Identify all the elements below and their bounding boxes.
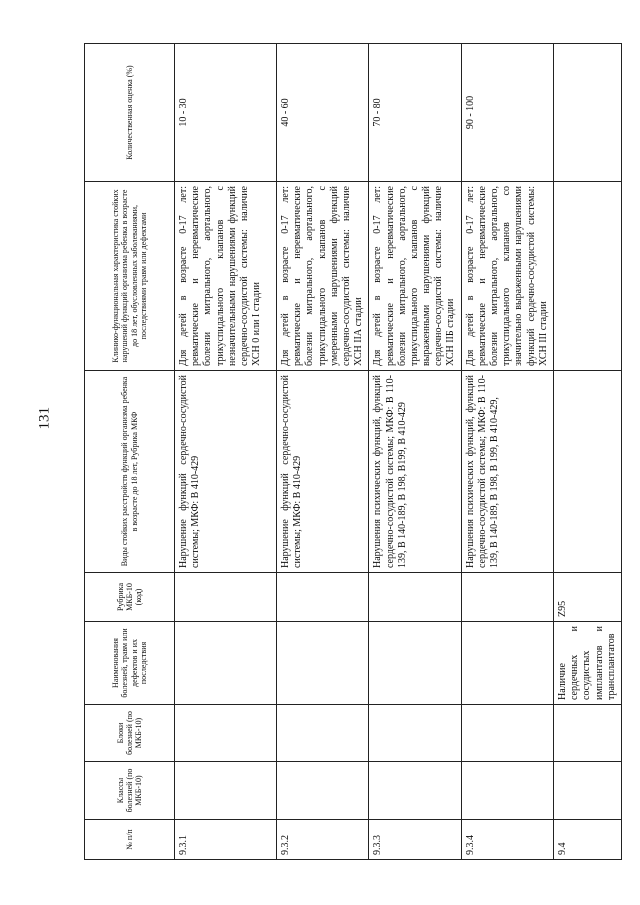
- row-rubric: [175, 573, 277, 622]
- row-classes: [277, 762, 369, 820]
- table-row: [461, 44, 553, 860]
- row-names: [175, 622, 277, 705]
- row-num: 9.3.3: [369, 820, 461, 860]
- rotated-table-container: [84, 44, 617, 860]
- header-types: Виды стойких расстройств функций организма ребенка в возрасте до 18 лет, Рубрика МКФ: [85, 371, 175, 573]
- row-blocks: [461, 705, 553, 762]
- table-row: [175, 44, 277, 860]
- row-clinical: [553, 182, 621, 371]
- row-types: Нарушения психических функций, функций сердечно-сосудистой системы; МКФ: В 110-139, В 140-189, В 198, В199, В 410-429: [369, 371, 461, 573]
- row-blocks: [175, 705, 277, 762]
- row-num: 9.3.1: [175, 820, 277, 860]
- header-num: № п/п: [85, 820, 175, 860]
- row-score: [553, 44, 621, 182]
- disability-criteria-table: [84, 43, 622, 860]
- header-clinical: Клинико-функциональная характеристика стойких нарушений функций организма ребенка в возрасте до 18 лет, обусловленных заболеваниями, последствиями травм или дефектами: [85, 182, 175, 371]
- row-classes: [369, 762, 461, 820]
- header-blocks: Блоки болезней (по МКБ-10): [85, 705, 175, 762]
- row-rubric: [277, 573, 369, 622]
- row-score: 90 - 100: [461, 44, 553, 182]
- row-blocks: [553, 705, 621, 762]
- table-row: [277, 44, 369, 860]
- table-row: [369, 44, 461, 860]
- row-score: 10 - 30: [175, 44, 277, 182]
- row-rubric: [461, 573, 553, 622]
- row-clinical: Для детей в возрасте 0-17 лет: ревматические и неревматические болезни митрального, аортального, трикуспидального клапанов с выраженными нарушениями функций сердечно-сосудистой системы: наличие ХСН IIБ стадии: [369, 182, 461, 371]
- table-row: [553, 44, 621, 860]
- row-types: Нарушение функций сердечно-сосудистой системы; МКФ: В 410-429: [175, 371, 277, 573]
- row-types: [553, 371, 621, 573]
- header-names: Наименования болезней, травм или дефектов и их последствия: [85, 622, 175, 705]
- row-names: [461, 622, 553, 705]
- row-types: Нарушения психических функций, функций сердечно-сосудистой системы; МКФ: В 110-139, В 140-189, В 198, В 199, В 410-429,: [461, 371, 553, 573]
- row-types: Нарушение функций сердечно-сосудистой системы; МКФ: В 410-429: [277, 371, 369, 573]
- row-classes: [461, 762, 553, 820]
- row-score: 40 - 60: [277, 44, 369, 182]
- row-blocks: [277, 705, 369, 762]
- row-clinical: Для детей в возрасте 0-17 лет: ревматические и неревматические болезни митрального, аортального, трикуспидального клапанов с незначительными нарушениями функций сердечно-сосудистой системы: наличие ХСН 0 или I стадии: [175, 182, 277, 371]
- row-clinical: Для детей в возрасте 0-17 лет: ревматические и неревматические болезни митрального, аортального, трикуспидального клапанов с умеренными нарушениями функций сердечно-сосудистой системы: наличие ХСН IIА стадии: [277, 182, 369, 371]
- row-score: 70 - 80: [369, 44, 461, 182]
- row-classes: [175, 762, 277, 820]
- row-classes: [553, 762, 621, 820]
- row-names: Наличие сердечных и сосудистых имплантатов и трансплантатов: [553, 622, 621, 705]
- header-score: Количественная оценка (%): [85, 44, 175, 182]
- row-rubric: [369, 573, 461, 622]
- row-num: 9.3.2: [277, 820, 369, 860]
- header-rubric: Рубрика МКБ-10 (код): [85, 573, 175, 622]
- row-names: [369, 622, 461, 705]
- row-num: 9.4: [553, 820, 621, 860]
- row-clinical: Для детей в возрасте 0-17 лет: ревматические и неревматические болезни митрального, аортального, трикуспидального клапанов со значительно выраженными нарушениями функций сердечно-сосудистой системы: ХСН III стадии: [461, 182, 553, 371]
- row-num: 9.3.4: [461, 820, 553, 860]
- row-blocks: [369, 705, 461, 762]
- row-names: [277, 622, 369, 705]
- table-header-row: [85, 44, 175, 860]
- header-classes: Классы болезней (по МКБ-10): [85, 762, 175, 820]
- page-number: 131: [36, 407, 53, 430]
- row-rubric: Z95: [553, 573, 621, 622]
